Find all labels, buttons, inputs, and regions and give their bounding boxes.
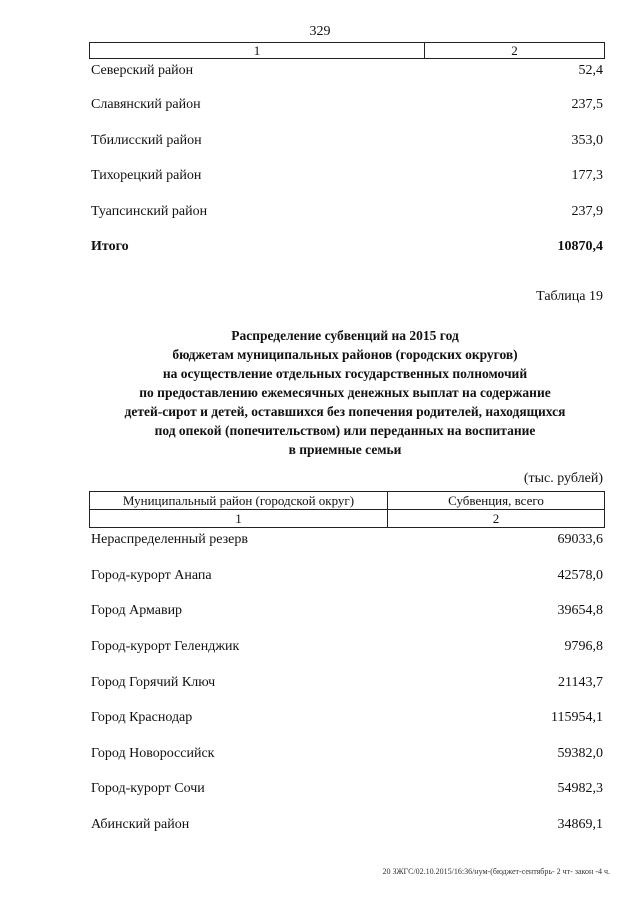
table2-colnum-1: 1: [90, 510, 388, 527]
district-name: Город Краснодар: [91, 710, 193, 725]
table1-row: [91, 132, 603, 150]
amount-value: 39654,8: [557, 603, 603, 618]
table2-colnum-2: 2: [492, 511, 500, 526]
district-name: Абинский район: [91, 817, 190, 832]
amount-value: 237,9: [571, 204, 603, 219]
table2-row: [91, 745, 603, 763]
title-line: в приемные семьи: [288, 442, 402, 457]
amount-value: 54982,3: [557, 781, 603, 796]
title-line: по предоставлению ежемесячных денежных выплат на содержание: [139, 385, 551, 400]
district-name: Туапсинский район: [91, 204, 208, 219]
district-name: Город-курорт Анапа: [91, 568, 212, 583]
title-line: под опекой (попечительством) или переданных на воспитание: [154, 423, 536, 438]
amount-value: 353,0: [571, 133, 603, 148]
district-name: Славянский район: [91, 97, 201, 112]
table2-row: [91, 638, 603, 656]
district-name: Нераспределенный резерв: [91, 532, 248, 547]
table1-row: [91, 96, 603, 114]
footer-stamp: 20 ЗЖГС/02.10.2015/16:36/нум-(бюджет-сентябрь- 2 чт- закон -4 ч.: [382, 867, 610, 876]
district-name: Тихорецкий район: [91, 168, 202, 183]
table1-column-numbers: [89, 42, 605, 59]
title-line: бюджетам муниципальных районов (городских округов): [172, 347, 518, 362]
table2-header: [89, 491, 605, 528]
amount-value: 59382,0: [557, 746, 603, 761]
table1-row: [91, 62, 603, 80]
total-value: 10870,4: [557, 239, 603, 254]
district-name: Город Горячий Ключ: [91, 675, 216, 690]
amount-value: 52,4: [578, 63, 603, 78]
district-name: Город Новороссийск: [91, 746, 215, 761]
table2-row: [91, 709, 603, 727]
table2-row: [91, 674, 603, 692]
title-line: Распределение субвенций на 2015 год: [231, 328, 459, 343]
district-name: Северский район: [91, 63, 194, 78]
amount-value: 177,3: [571, 168, 603, 183]
district-name: Город Армавир: [91, 603, 183, 618]
table1-colnum-1: 1: [90, 43, 425, 58]
total-label: Итого: [91, 239, 129, 254]
table-label: Таблица 19: [536, 289, 603, 304]
title-line: детей-сирот и детей, оставшихся без попечения родителей, находящихся: [124, 404, 566, 419]
header-district: Муниципальный район (городской округ): [90, 492, 388, 509]
table2-row: [91, 567, 603, 585]
amount-value: 237,5: [571, 97, 603, 112]
amount-value: 21143,7: [558, 675, 603, 690]
title-line: на осуществление отдельных государственных полномочий: [162, 366, 528, 381]
units-label: (тыс. рублей): [523, 471, 603, 486]
district-name: Тбилисский район: [91, 133, 202, 148]
amount-value: 9796,8: [564, 639, 603, 654]
table2-row: [91, 531, 603, 549]
amount-value: 34869,1: [557, 817, 603, 832]
table2-row: [91, 602, 603, 620]
table-title: [60, 326, 630, 459]
table2-header-titles: [90, 492, 604, 510]
table1-colnum-2: 2: [511, 43, 518, 58]
page-number: 329: [309, 24, 331, 39]
amount-value: 69033,6: [557, 532, 603, 547]
table1-row: [91, 203, 603, 221]
header-subvention: Субвенция, всего: [448, 493, 544, 508]
amount-value: 42578,0: [557, 568, 603, 583]
table2-row: [91, 780, 603, 798]
table1-total-row: [91, 238, 603, 256]
amount-value: 115954,1: [551, 710, 603, 725]
table2-header-numbers: [90, 510, 604, 527]
table2-row: [91, 816, 603, 834]
table1-row: [91, 167, 603, 185]
district-name: Город-курорт Геленджик: [91, 639, 240, 654]
district-name: Город-курорт Сочи: [91, 781, 205, 796]
